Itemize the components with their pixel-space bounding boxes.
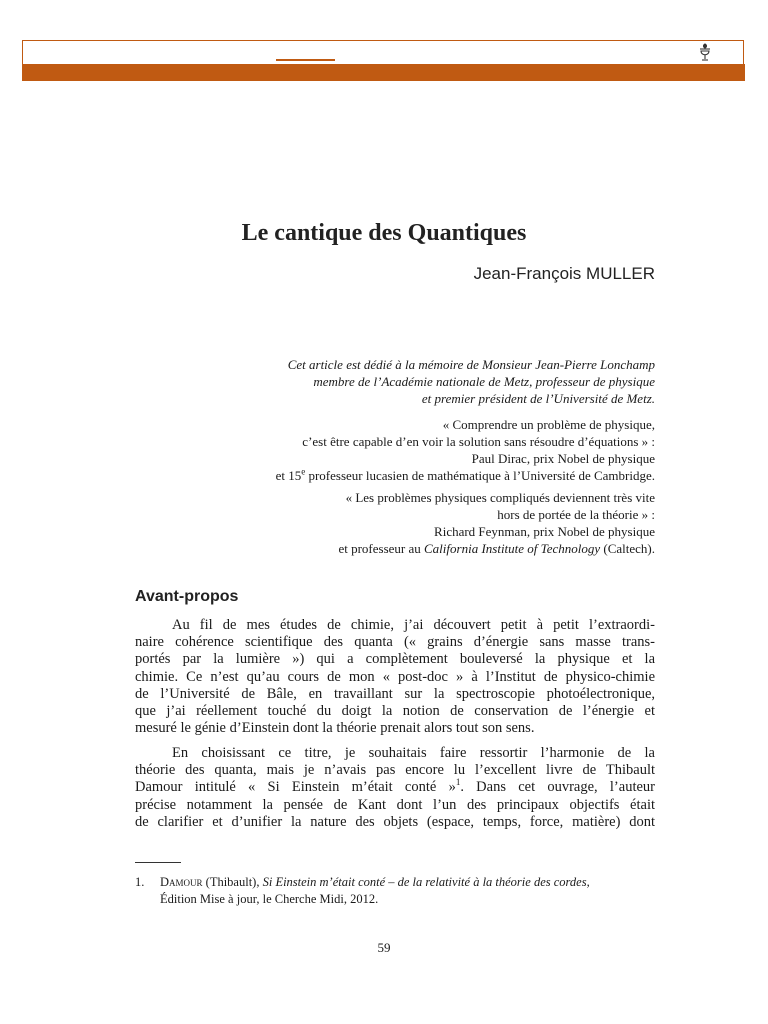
footnote-divider: [135, 862, 181, 863]
quote-line: « Comprendre un problème de physique,: [442, 417, 655, 432]
quote-line: « Les problèmes physiques compliqués deviennent très vite: [345, 490, 655, 505]
dedication-line: et premier président de l’Université de Metz.: [421, 391, 655, 406]
dedication: [195, 356, 655, 407]
text-line: théorie des quanta, mais je n’avais pas encore lu l’excellent livre de Thibault: [135, 762, 655, 779]
quote-line: c’est être capable d’en voir la solution sans résoudre d’équations » :: [302, 434, 655, 449]
text-line: Damour intitulé « Si Einstein m’était conté »$^1$. Dans cet ouvrage, l’auteur: [135, 777, 655, 796]
quote-attribution-detail: et professeur au California Institute of Technology (Caltech).: [338, 541, 655, 556]
text-line: de clarifier et d’unifier la nature des objets (espace, temps, force, matière) dont: [135, 813, 655, 830]
lamp-icon: [694, 41, 716, 63]
footnote-text: Damour (Thibault), Si Einstein m’était conté – de la relativité à la théorie des cordes,: [160, 875, 590, 889]
epigraph-feynman: [135, 489, 655, 557]
header-frame: [22, 40, 744, 64]
article-author: Jean-François MULLER: [473, 264, 655, 283]
dedication-line: membre de l’Académie nationale de Metz, professeur de physique: [313, 374, 655, 389]
header-bar: [22, 64, 745, 81]
text-line: que j’ai réellement touché du doigt la notion de conservation de l’énergie et: [135, 703, 655, 720]
epigraph-dirac: [135, 416, 655, 484]
page-number: 59: [377, 940, 391, 955]
text-line: de l’Université de Bâle, en travaillant sur la spectroscopie photoélectronique,: [135, 685, 655, 702]
footnote-text-line2: Édition Mise à jour, le Cherche Midi, 2012.: [160, 892, 379, 906]
quote-attribution: Paul Dirac, prix Nobel de physique: [471, 451, 655, 466]
section-heading: Avant-propos: [135, 588, 239, 605]
text-line: mesuré le génie d’Einstein dont la théorie prenait alors tout son sens.: [135, 720, 535, 737]
footnote-ref[interactable]: 1: [455, 777, 461, 788]
header-rule: [276, 59, 335, 61]
body-paragraph: [135, 617, 655, 737]
dedication-line: Cet article est dédié à la mémoire de Monsieur Jean-Pierre Lonchamp: [287, 357, 655, 372]
text-line: précise notamment la pensée de Kant dont l’un des principaux objectifs était: [135, 796, 655, 813]
text-line: naire cohérence scientifique des quanta (« grains d’énergie sans masse trans-: [135, 634, 655, 651]
text-line: En choisissant ce titre, je souhaitais faire ressortir l’harmonie de la: [172, 745, 655, 761]
article-title: Le cantique des Quantiques: [241, 220, 527, 246]
body-paragraph: [135, 745, 655, 831]
quote-line: hors de portée de la théorie » :: [497, 507, 655, 522]
text-line: chimie. Ce n’est qu’au cours de mon « post-doc » à l’Institut de physico-chimie: [135, 668, 655, 685]
text-line: portés par la lumière ») qui a complètement bouleversé la physique et la: [135, 651, 655, 668]
text-line: Au fil de mes études de chimie, j’ai découvert petit à petit l’extraordi-: [172, 617, 655, 633]
footnote-number: 1.: [135, 875, 145, 889]
quote-attribution: Richard Feynman, prix Nobel de physique: [434, 524, 655, 539]
footnote: [135, 874, 655, 908]
quote-attribution-detail: et 15e professeur lucasien de mathématique à l’Université de Cambridge.: [275, 466, 655, 483]
